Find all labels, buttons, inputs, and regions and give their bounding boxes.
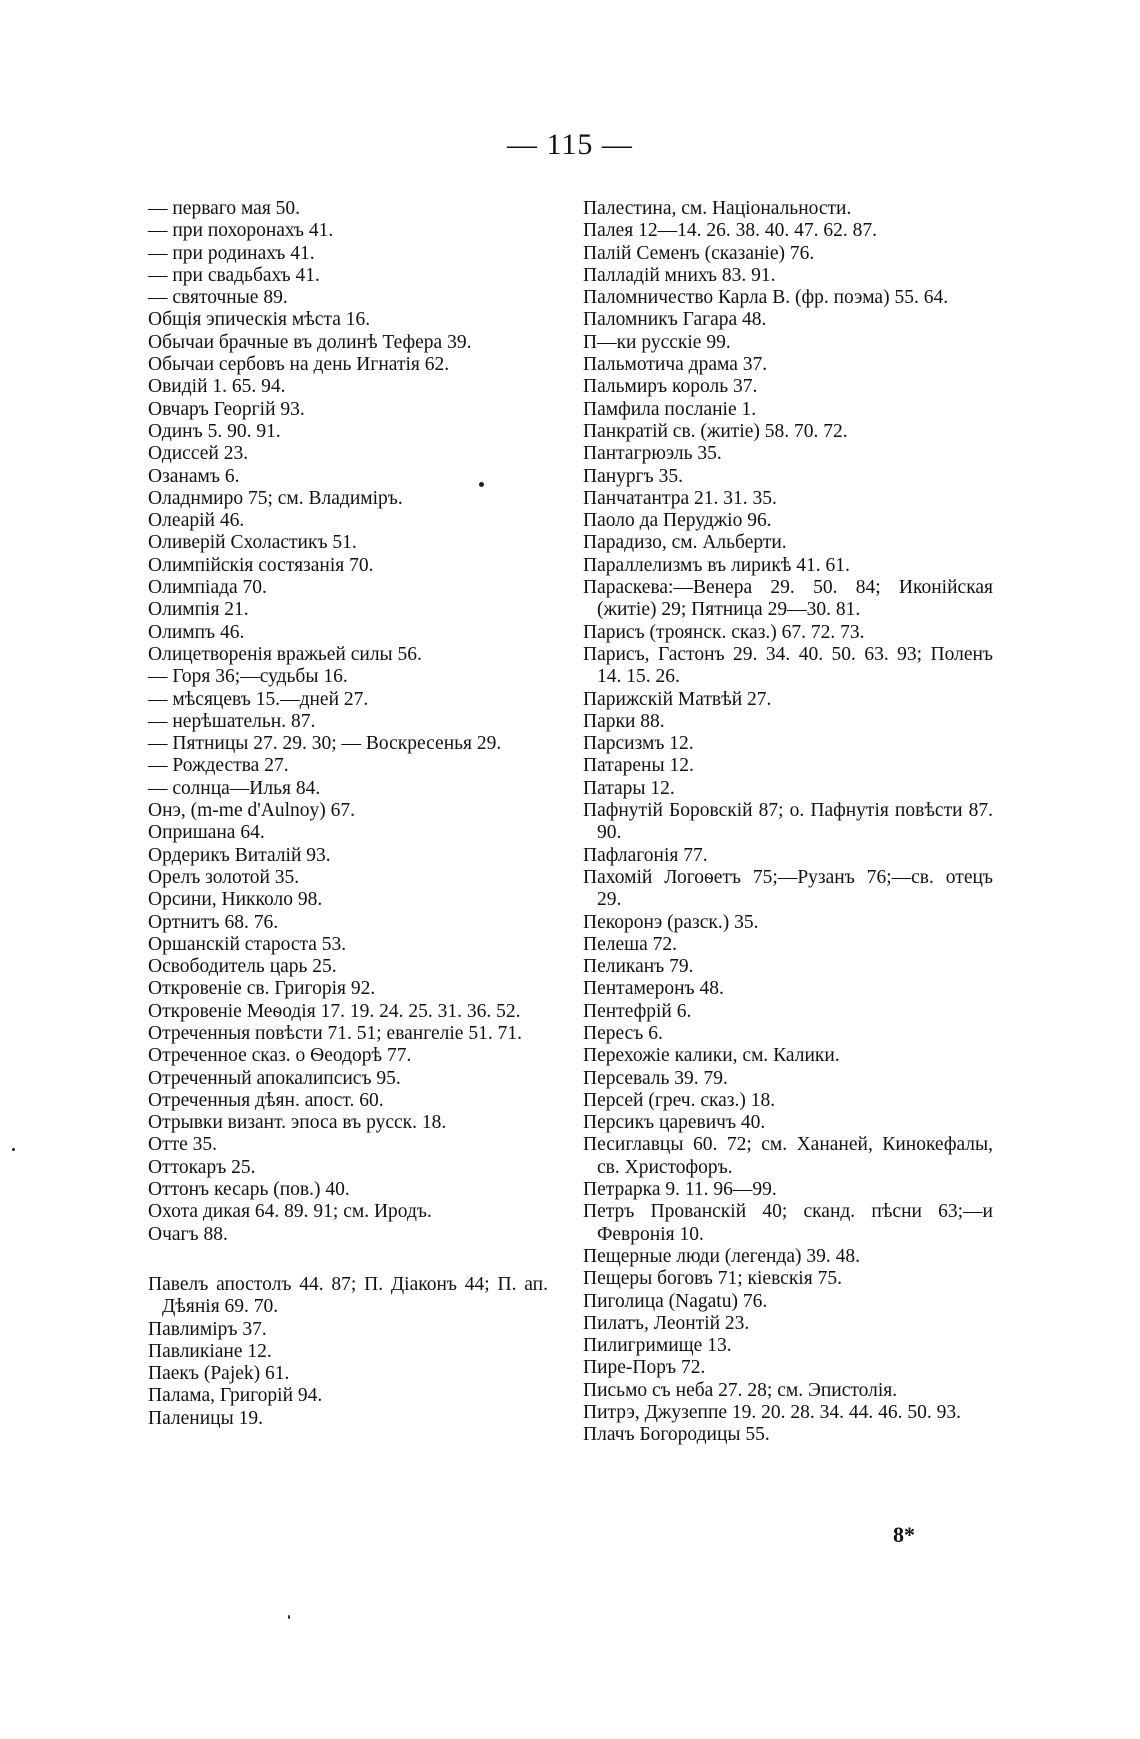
index-entry: Озанамъ 6.: [148, 465, 240, 487]
index-entry: Павликіане 12.: [148, 1340, 272, 1362]
index-entry: Палій Семенъ (сказаніе) 76.: [583, 242, 815, 264]
index-entry: — при родинахъ 41.: [148, 242, 315, 264]
index-entry: Олимпійскія состязанія 70.: [148, 554, 374, 576]
index-entry: Панкратій св. (житіе) 58. 70. 72.: [583, 420, 848, 442]
index-column-left: [148, 198, 548, 1430]
index-entry: Павлимiръ 37.: [148, 1318, 267, 1340]
index-entry: Олимпъ 46.: [148, 621, 245, 643]
index-entry: Отте 35.: [148, 1134, 218, 1156]
index-column-right: [583, 198, 993, 1447]
index-entry: Паекъ (Pajek) 61.: [148, 1363, 290, 1385]
index-entry: Парисъ, Гастонъ 29. 34. 40. 50. 63. 93; Поленъ 14. 15. 26.: [583, 643, 993, 688]
index-entry: Олимпія 21.: [148, 599, 249, 621]
index-entry: — Горя 36;—судьбы 16.: [148, 666, 348, 688]
index-entry: Ордерикъ Виталій 93.: [148, 844, 331, 866]
index-entry: Охота дикая 64. 89. 91; см. Иродъ.: [148, 1201, 432, 1223]
index-entry: Паоло да Перуджіо 96.: [583, 510, 772, 532]
index-entry: Обычаи брачные въ долинѣ Тефера 39.: [148, 331, 472, 353]
index-entry: Пеликанъ 79.: [583, 956, 694, 978]
index-entry: Песиглавцы 60. 72; см. Хананей, Кинокефалы, св. Христофоръ.: [583, 1134, 993, 1178]
section-gap: [148, 1246, 548, 1274]
index-entry: Паломничество Карла В. (фр. поэма) 55. 64.: [583, 287, 949, 309]
index-entry: Олимпіада 70.: [148, 577, 267, 599]
ink-speck: [479, 482, 484, 487]
ink-speck: [288, 1615, 290, 1619]
index-entry: Парисъ (троянск. сказ.) 67. 72. 73.: [583, 621, 865, 643]
ink-speck: [12, 1148, 15, 1151]
index-entry: Оттокаръ 25.: [148, 1156, 256, 1178]
index-entry: Пилатъ, Леонтій 23.: [583, 1312, 750, 1334]
index-entry: Палея 12—14. 26. 38. 40. 47. 62. 87.: [583, 220, 878, 242]
index-entry: Откровеніе св. Григорія 92.: [148, 978, 376, 1000]
index-entry: Пентамеронъ 48.: [583, 978, 724, 1000]
index-entry: Олеарій 46.: [148, 510, 245, 532]
index-entry: — Рождества 27.: [148, 755, 289, 777]
index-entry: Питрэ, Джузеппе 19. 20. 28. 34. 44. 46. 50. 93.: [583, 1402, 962, 1424]
index-entry: Орсини, Никколо 98.: [148, 889, 323, 911]
index-entry: Пафнутій Боровскій 87; о. Пафнутія повѣсти 87. 90.: [583, 800, 993, 844]
index-entry: Отрывки визант. эпоса въ русск. 18.: [148, 1112, 447, 1134]
index-entry: Плачъ Богородицы 55.: [583, 1424, 770, 1446]
index-entry: Парижскій Матвѣй 27.: [583, 688, 772, 710]
index-entry: Откровеніе Меѳодія 17. 19. 24. 25. 31. 36. 52.: [148, 1000, 521, 1022]
index-entry: Оливерій Схоластикъ 51.: [148, 532, 357, 554]
index-entry: Перехожіе калики, см. Калики.: [583, 1045, 840, 1067]
index-entry: Парадизо, см. Альберти.: [583, 532, 787, 554]
index-entry: Общія эпическія мѣста 16.: [148, 309, 371, 331]
index-entry: Онэ, (m-me d'Aulnoy) 67.: [148, 800, 355, 822]
index-entry: — перваго мая 50.: [148, 198, 301, 219]
index-entry: Отреченныя повѣсти 71. 51; евангеліе 51. 71.: [148, 1022, 522, 1044]
index-entry: Пещеры боговъ 71; кіевскія 75.: [583, 1268, 842, 1290]
index-entry: Пекоронэ (разск.) 35.: [583, 911, 759, 933]
index-entry: Оттонъ кесарь (пов.) 40.: [148, 1179, 350, 1201]
index-entry: Отреченное сказ. о Ѳеодорѣ 77.: [148, 1045, 412, 1067]
index-entry: — святочные 89.: [148, 287, 288, 309]
index-entry: — при похоронахъ 41.: [148, 220, 334, 242]
index-entry: Пилигримище 13.: [583, 1335, 732, 1357]
index-entry: Оршанскій староста 53.: [148, 933, 347, 955]
index-entry: Палама, Григорій 94.: [148, 1385, 323, 1407]
index-entry: Патарены 12.: [583, 755, 694, 777]
index-entry: — солнца—Илья 84.: [148, 777, 321, 799]
index-entry: Панчатантра 21. 31. 35.: [583, 487, 777, 509]
index-entry: Патары 12.: [583, 777, 675, 799]
index-entry: Паломникъ Гагара 48.: [583, 309, 767, 331]
index-entry: Палладій мнихъ 83. 91.: [583, 264, 776, 286]
index-entry: Персеваль 39. 79.: [583, 1067, 728, 1089]
index-entry: Пентефрій 6.: [583, 1000, 692, 1022]
index-entry: Параскева:—Венера 29. 50. 84; Иконійская (житіе) 29; Пятница 29—30. 81.: [583, 577, 993, 621]
index-entry: — при свадьбахъ 41.: [148, 264, 320, 286]
index-entry: Одинъ 5. 90. 91.: [148, 420, 281, 442]
index-entry: Одиссей 23.: [148, 443, 249, 465]
index-entry: Петръ Прованскій 40; сканд. пѣсни 63;—и Февронія 10.: [583, 1201, 993, 1245]
index-entry: Письмо съ неба 27. 28; см. Эпистолія.: [583, 1379, 898, 1401]
index-entry: Олицетворенія вражьей силы 56.: [148, 643, 422, 665]
index-entry: Пахомій Логоѳетъ 75;—Рузанъ 76;—св. отецъ 29.: [583, 866, 993, 911]
index-entry: Панургъ 35.: [583, 465, 684, 487]
index-entry: Параллелизмъ въ лирикѣ 41. 61.: [583, 554, 850, 576]
index-entry: Петрарка 9. 11. 96—99.: [583, 1179, 777, 1201]
index-entry: Оладнмиро 75; см. Владимiръ.: [148, 487, 403, 509]
index-entry: Персикъ царевичъ 40.: [583, 1112, 766, 1134]
index-entry: Овчаръ Георгій 93.: [148, 398, 305, 420]
index-entry: Обычаи сербовъ на день Игнатія 62.: [148, 354, 450, 376]
index-entry: Отреченныя дѣян. апост. 60.: [148, 1089, 384, 1111]
index-entry: — нерѣшательн. 87.: [148, 710, 316, 732]
index-entry: Паленицы 19.: [148, 1407, 263, 1429]
index-entry: Персей (греч. сказ.) 18.: [583, 1089, 776, 1111]
index-entry: Очагъ 88.: [148, 1223, 228, 1245]
index-entry: Пафлагонія 77.: [583, 844, 708, 866]
index-entry: Парки 88.: [583, 710, 665, 732]
index-entry: Пересъ 6.: [583, 1022, 663, 1044]
index-entry: Пальмиръ король 37.: [583, 376, 758, 398]
page-number: — 115 —: [507, 128, 633, 161]
index-entry: Освободитель царь 25.: [148, 956, 337, 978]
index-entry: — Пятницы 27. 29. 30; — Воскресенья 29.: [148, 733, 502, 755]
index-entry: Парсизмъ 12.: [583, 733, 694, 755]
index-entry: Отреченный апокалипсисъ 95.: [148, 1067, 401, 1089]
index-entry: Памфила посланіе 1.: [583, 398, 757, 420]
index-entry: Палестина, см. Національности.: [583, 198, 852, 219]
index-entry: Пире-Поръ 72.: [583, 1357, 706, 1379]
index-entry: Павелъ апостолъ 44. 87; П. Діаконъ 44; П. ап. Дѣянія 69. 70.: [148, 1273, 548, 1318]
index-entry: Пещерные люди (легенда) 39. 48.: [583, 1245, 861, 1267]
index-entry: Опришана 64.: [148, 822, 265, 844]
index-entry: Пальмотича драма 37.: [583, 354, 768, 376]
index-entry: Пелеша 72.: [583, 933, 678, 955]
printer-signature: 8*: [893, 1522, 915, 1547]
index-entry: — мѣсяцевъ 15.—дней 27.: [148, 688, 369, 710]
index-entry: Пантагрюэль 35.: [583, 443, 722, 465]
index-entry: Пиголица (Nagatu) 76.: [583, 1290, 768, 1312]
index-entry: П—ки русскіе 99.: [583, 331, 731, 353]
index-entry: Ортнитъ 68. 76.: [148, 911, 279, 933]
index-entry: Овидій 1. 65. 94.: [148, 376, 286, 398]
index-entry: Орелъ золотой 35.: [148, 866, 300, 888]
